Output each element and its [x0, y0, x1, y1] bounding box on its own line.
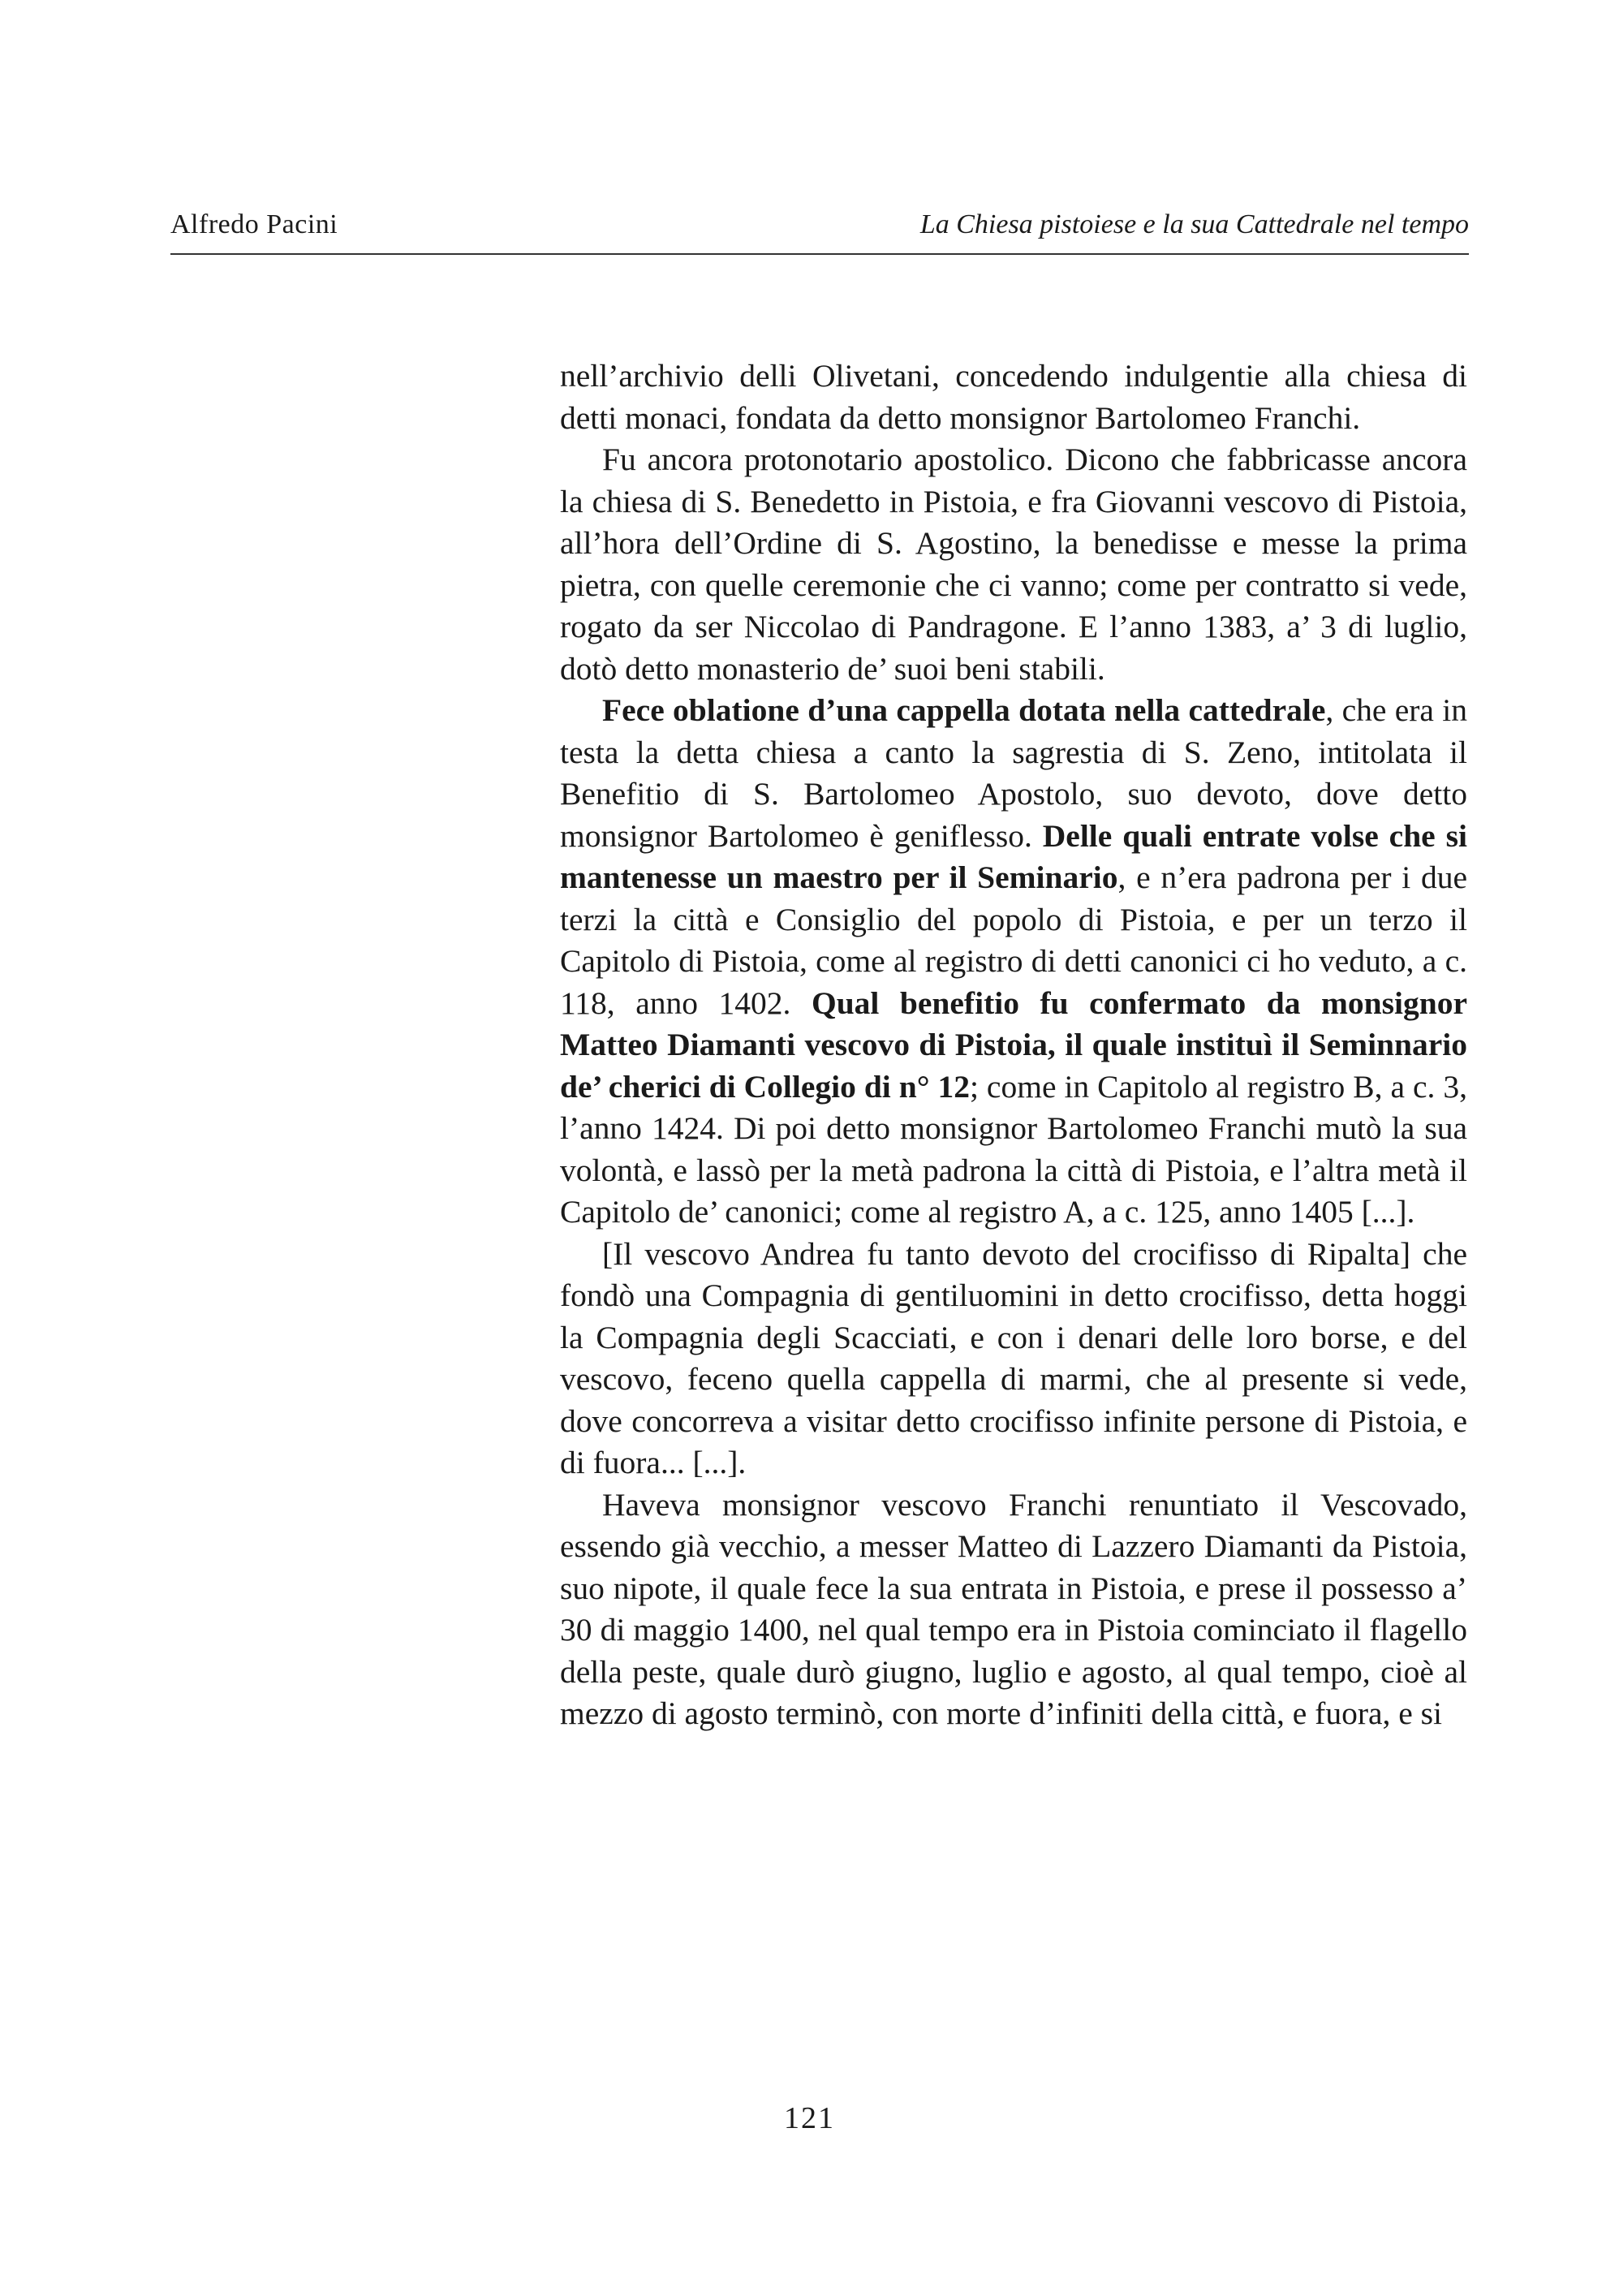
text-segment-3: ; come in Capitolo al registro B, a c. 3, l’anno 1424. Di poi detto monsignor Bartolomeo Franchi mutò la sua volontà, e lassò per la metà padrona la città di Pistoia, e l’altra metà il Capitolo de’ canonici; come al registro A, a c. 125, anno 1405 [...].	[560, 1068, 1467, 1230]
running-head-title: La Chiesa pistoiese e la sua Cattedrale nel tempo	[919, 209, 1469, 239]
main-text	[560, 355, 1467, 1735]
text-segment-2: , e n’era padrona per i due terzi la città e Consiglio del popolo di Pistoia, e per un terzo il Capitolo di Pistoia, come al registro di detti canonici ci ho veduto, a c. 118, anno 1402.	[560, 859, 1467, 1021]
paragraph-3	[560, 690, 1467, 1234]
running-head-author: Alfredo Pacini	[170, 209, 338, 239]
page-number: 121	[784, 2101, 835, 2135]
running-head	[170, 205, 1469, 255]
paragraph-2: Fu ancora protonotario apostolico. Dicono che fabbricasse ancora la chiesa di S. Benedetto in Pistoia, e fra Giovanni vescovo di Pistoia, all’hora dell’Ordine di S. Agostino, la benedisse e messe la prima pietra, con quelle ceremonie che ci vanno; come per contratto si vede, rogato da ser Niccolao di Pandragone. E l’anno 1383, a’ 3 di luglio, dotò detto monasterio de’ suoi beni stabili.	[560, 442, 1467, 687]
bold-phrase-2: Delle quali entrate volse che si mantenesse un maestro per il Seminario	[560, 817, 1467, 895]
paragraph-5: Haveva monsignor vescovo Franchi renuntiato il Vescovado, essendo già vecchio, a messer Matteo di Lazzero Diamanti da Pistoia, suo nipote, il quale fece la sua entrata in Pistoia, e prese il possesso a’ 30 di maggio 1400, nel qual tempo era in Pistoia cominciato il flagello della peste, quale durò giugno, luglio e agosto, al qual tempo, cioè al mezzo di agosto terminò, con morte d’infiniti della città, e fuora, e si	[560, 1486, 1467, 1731]
bold-phrase-3: Qual benefitio fu confermato da monsignor Matteo Diamanti vescovo di Pistoia, il quale instituì il Seminnario de’ cherici di Collegio di n° 12	[560, 984, 1467, 1105]
paragraph-4: [Il vescovo Andrea fu tanto devoto del crocifisso di Ripalta] che fondò una Compagnia di gentiluomini in detto crocifisso, detta hoggi la Compagnia degli Scacciati, e con i denari delle loro borse, e del vescovo, feceno quella cappella di marmi, che al presente si vede, dove concorreva a visitar detto crocifisso infinite persone di Pistoia, e di fuora... [...].	[560, 1235, 1467, 1480]
bold-phrase-1: Fece oblatione d’una cappella dotata nella cattedrale	[602, 692, 1326, 728]
text-segment-1: , che era in testa la detta chiesa a canto la sagrestia di S. Zeno, intitolata il Benefitio di S. Bartolomeo Apostolo, suo devoto, dove detto monsignor Bartolomeo è geniflesso.	[560, 692, 1467, 854]
paragraph-1: nell’archivio delli Olivetani, concedendo indulgentie alla chiesa di detti monaci, fondata da detto monsignor Bartolomeo Franchi.	[560, 358, 1467, 436]
